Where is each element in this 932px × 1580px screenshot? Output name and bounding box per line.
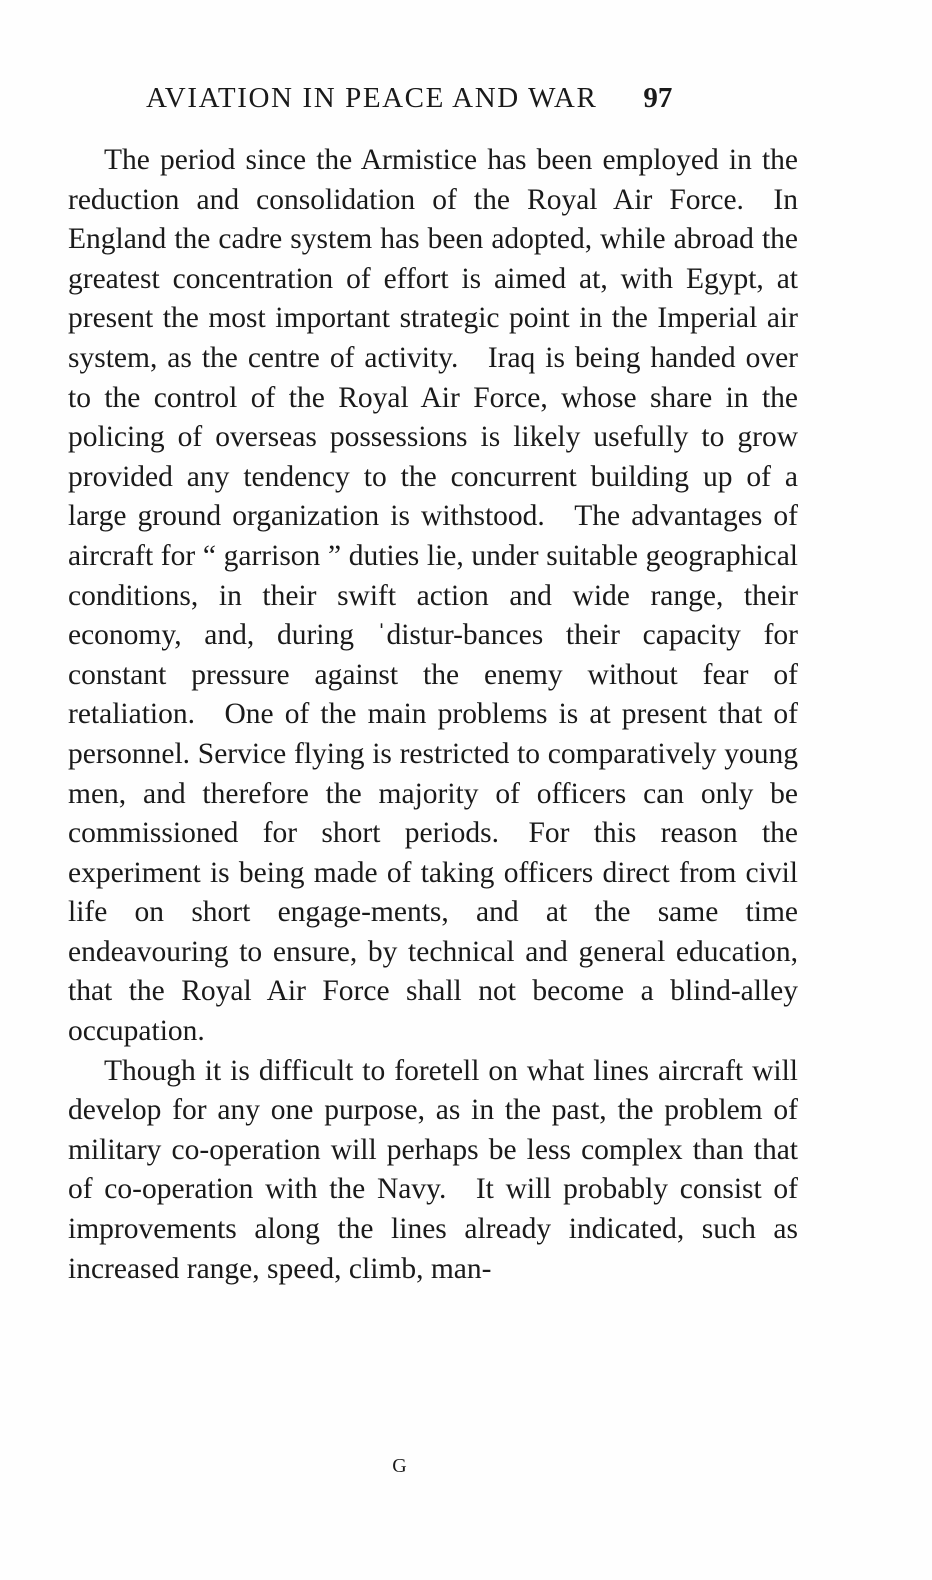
body-text bbox=[68, 141, 798, 1289]
paragraph: Though it is difficult to foretell on what lines aircraft will develop for any one purpose, as in the past, the problem of military co-operation will perhaps be less complex than that of co-operation with the Navy. It will probably consist of improvements along the lines already indicated, such as increased range, speed, climb, man- bbox=[68, 1054, 798, 1285]
page-content bbox=[68, 82, 798, 1289]
signature-mark: G bbox=[392, 1455, 408, 1477]
page-number: 97 bbox=[643, 82, 673, 114]
page-title: AVIATION IN PEACE AND WAR bbox=[146, 82, 598, 114]
running-head bbox=[68, 82, 798, 115]
paragraph: The period since the Armistice has been employed in the reduction and consolidation of the Royal Air Force. In England the cadre system has been adopted, while abroad the greatest concentration of effort is aimed at, with Egypt, at present the most important strategic point in the Imperial air system, as the centre of activity. Iraq is being handed over to the control of the Royal Air Force, whose share in the policing of overseas possessions is likely usefully to grow provided any tendency to the concurrent building up of a large ground organization is withstood. The advantages of aircraft for “ garrison ” duties lie, under suitable geographical conditions, in their swift action and wide range, their economy, and, during ˈdistur-bances their capacity for constant pressure against the enemy without fear of retaliation. One of the main problems is at present that of personnel. Service flying is restricted to comparatively young men, and therefore the majority of officers can only be commissioned for short periods. For this reason the experiment is being made of taking officers direct from civil life on short engage-ments, and at the same time endeavouring to ensure, by technical and general education, that the Royal Air Force shall not become a blind-alley occupation. bbox=[68, 144, 798, 1048]
